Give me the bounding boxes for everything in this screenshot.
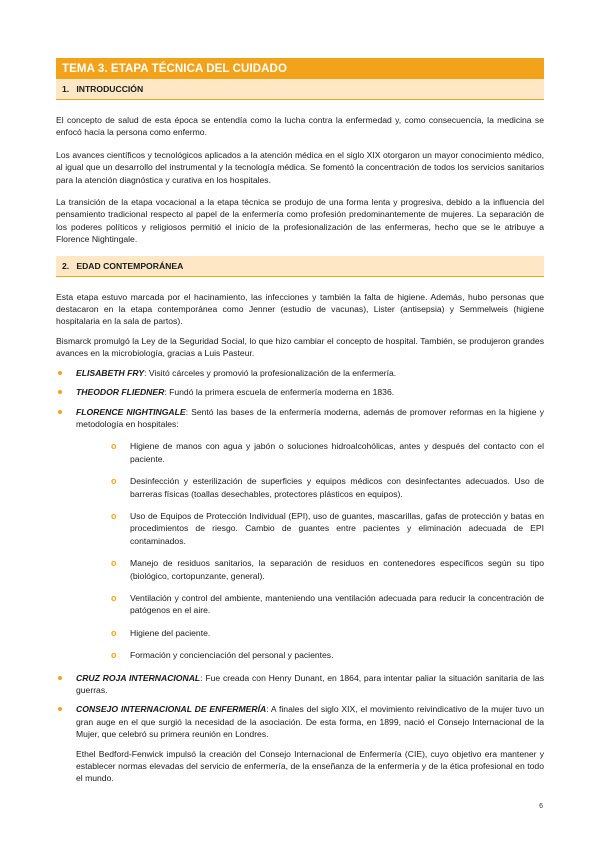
sub-list-item: o Formación y concienciación del personal y pacientes. xyxy=(111,650,334,661)
ring-bullet-icon: o xyxy=(111,441,117,452)
ring-bullet-icon: o xyxy=(111,476,117,487)
list-item: FLORENCE NIGHTINGALE: Sentó las bases de la enfermería moderna, además de promover reformas en la higiene y metodología en hospitales: xyxy=(56,406,544,431)
section-heading-edad-contemporanea xyxy=(56,256,544,277)
paragraph: Esta etapa estuvo marcada por el hacinamiento, las infecciones y también la falta de higiene. Además, hubo personas que destacaron en la etapa contemporánea como Jenner (estudio de vacunas), Lister (antisepsia) y Semmelweis (higiene hospitalaria en la sala de partos). xyxy=(56,291,544,327)
ring-bullet-icon: o xyxy=(111,510,117,521)
paragraph: Bismarck promulgó la Ley de la Seguridad Social, lo que hizo cambiar el concepto de hospital. También, se produjeron grandes avances en la microbiología, gracias a Luis Pasteur. xyxy=(56,335,544,359)
section-title: EDAD CONTEMPORÁNEA xyxy=(76,260,184,271)
ring-bullet-icon: o xyxy=(111,650,117,661)
bullet-icon xyxy=(58,707,62,711)
sub-list-item: o Higiene de manos con agua y jabón o soluciones hidroalcohólicas, antes y después del contacto con el paciente. xyxy=(111,441,544,464)
list-item: CRUZ ROJA INTERNACIONAL: Fue creada con Henry Dunant, en 1864, para intentar paliar la situación sanitaria de las guerras. xyxy=(56,672,544,697)
bullet-icon xyxy=(58,676,62,680)
list-item: CONSEJO INTERNACIONAL DE ENFERMERÍA: A finales del siglo XIX, el movimiento reivindicativo de la mujer tuvo un gran auge en el que surgió la necesidad de la asociación. De esta forma, en 1899, nació el Consejo Internacional de la Mujer, que celebró su primera reunión en Londres. xyxy=(56,703,544,740)
paragraph: El concepto de salud de esta época se entendía como la lucha contra la enfermedad y, como consecuencia, la medicina se enfocó hacia la persona como enfermo. xyxy=(56,115,544,138)
ring-bullet-icon: o xyxy=(111,627,117,638)
paragraph: La transición de la etapa vocacional a la etapa técnica se produjo de una forma lenta y progresiva, debido a la influencia del pensamiento tradicional respecto al papel de la enfermería como profesión predominantemente de mujeres. La separación de los poderes políticos y religiosos permitió el inicio de la profesionalización de las enfermeras, hecho que se le atribuye a Florence Nightingale. xyxy=(56,197,544,245)
sub-list-item: o Uso de Equipos de Protección Individual (EPI), uso de guantes, mascarillas, gafas de protección y batas en procedimientos de riesgo. Cambio de guantes entre pacientes y eliminación adecuada de EPI contaminados. xyxy=(111,510,544,546)
sub-list-item: o Higiene del paciente. xyxy=(111,627,211,638)
sub-list-item: o Desinfección y esterilización de superficies y equipos médicos con desinfectantes adecuados. Uso de barreras físicas (toallas desechables, protectores plásticos en equipos). xyxy=(111,476,544,499)
sub-list-item: o Ventilación y control del ambiente, manteniendo una ventilación adecuada para reducir la concentración de patógenos en el aire. xyxy=(111,592,544,616)
paragraph: Ethel Bedford-Fenwick impulsó la creación del Consejo Internacional de Enfermería (CIE), cuyo objetivo era mantener y establecer normas elevadas del servicio de enfermería, de la enseñanza de la enfermería y de la ética profesional en todo el mundo. xyxy=(76,748,544,784)
paragraph: Los avances científicos y tecnológicos aplicados a la atención médica en el siglo XIX otorgaron un mayor conocimiento médico, al igual que un desarrollo del instrumental y la tecnología médica. Se fomentó la concentración de todos los servicios sanitarios para la atención diagnóstica y curativa en los hospitales. xyxy=(56,149,544,185)
section-heading-introduccion xyxy=(56,79,544,100)
bullet-icon xyxy=(58,410,62,414)
section-number: 1. xyxy=(62,84,70,94)
section-number: 2. xyxy=(62,260,70,271)
section-title: INTRODUCCIÓN xyxy=(76,84,144,94)
list-item: ELISABETH FRY: Visitó cárceles y promovió la profesionalización de la enfermería. xyxy=(56,367,544,379)
sub-list-item: o Manejo de residuos sanitarios, la separación de residuos en contenedores específicos según su tipo (biológico, cortopunzante, general). xyxy=(111,558,544,581)
ring-bullet-icon: o xyxy=(111,592,117,603)
page-number: 6 xyxy=(539,803,543,810)
ring-bullet-icon: o xyxy=(111,558,117,569)
document-page xyxy=(56,58,544,785)
bullet-icon xyxy=(58,371,62,375)
bullet-icon xyxy=(58,390,62,394)
page-title: TEMA 3. ETAPA TÉCNICA DEL CUIDADO xyxy=(56,58,544,79)
list-item: THEODOR FLIEDNER: Fundó la primera escuela de enfermería moderna en 1836. xyxy=(56,386,544,398)
